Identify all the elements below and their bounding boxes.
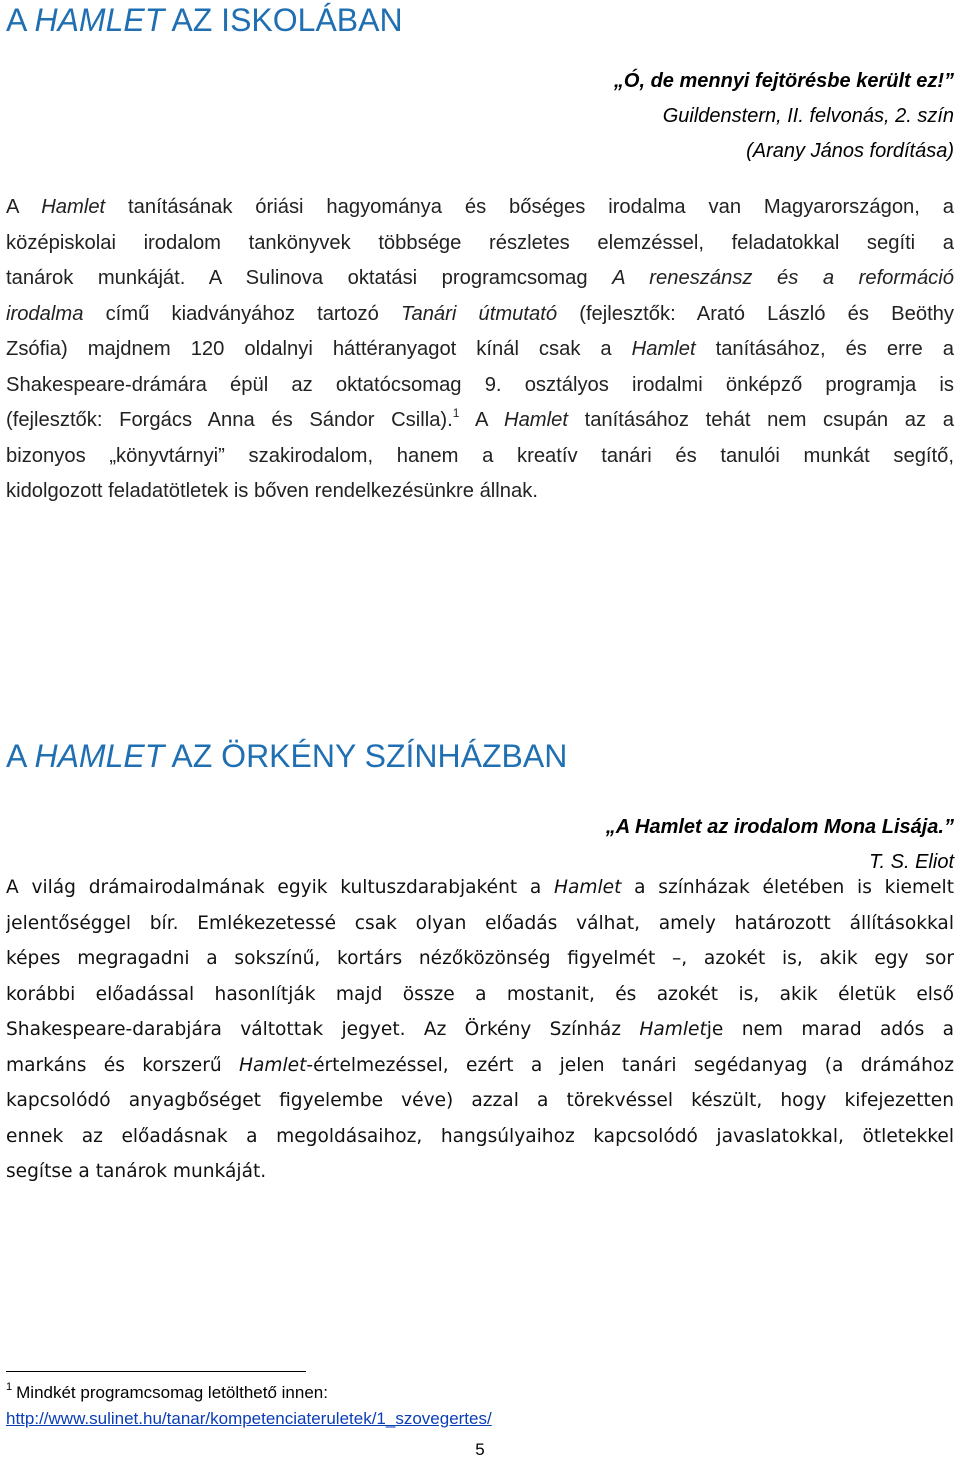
footnote-text-line [6,1380,492,1406]
body-paragraph-orkeny [6,870,954,1190]
paragraph-line: A Hamlet tanításának óriási hagyománya és bőséges irodalma van Magyarországon, a [6,196,954,218]
heading-text: A [6,738,35,774]
paragraph-line: (fejlesztők: Forgács Anna és Sándor Csilla).$^1$ A Hamlet tanításához tehát nem csupán az a [6,406,954,431]
paragraph-line: tanárok munkáját. A Sulinova oktatási programcsomag A reneszánsz és a reformáció [6,267,954,289]
heading-text: A [6,2,35,38]
heading-italic-text: HAMLET [34,2,165,38]
footnote-reference[interactable]: 1 [452,406,460,420]
paragraph-line: Shakespeare-darabjára váltottak jegyet. Az Örkény Színház Hamletje nem marad adós a [6,1019,954,1040]
paragraph-line: bizonyos „könyvtárnyi” szakirodalom, hanem a kreatív tanári és tanulói munkát segítő, [6,444,954,467]
footnote-text: Mindkét programcsomag letölthető innen: [16,1383,328,1402]
italic-title: Hamlet [631,338,696,360]
italic-title: Hamlet [554,877,622,898]
paragraph-line: jelentőséggel bír. Emlékezetessé csak olyan előadás válhat, amely határozott állításokkal [6,912,954,934]
paragraph-line: irodalma című kiadványához tartozó Tanári útmutató (fejlesztők: Arató László és Beöthy [6,302,954,325]
body-paragraph-iskolaban [6,190,954,510]
quote-text: „Ó, de mennyi fejtörésbe került ez!” [613,70,954,92]
paragraph-line: markáns és korszerű Hamlet-értelmezéssel, ezért a jelen tanári segédanyag (a drámához [6,1054,954,1076]
paragraph-line: ennek az előadásnak a megoldásaihoz, hangsúlyaihoz kapcsolódó javaslatokkal, ötletekkel [6,1125,954,1147]
heading-italic-text: HAMLET [34,738,165,774]
quote-translator: (Arany János fordítása) [746,140,954,162]
italic-title: Hamlet [238,1054,307,1076]
footnote [6,1380,492,1432]
paragraph-line: korábbi előadással hasonlítják majd össze a mostanit, és azokét is, akik életük első [6,983,954,1005]
paragraph-line: képes megragadni a sokszínű, kortárs nézőközönség figyelmét –, azokét is, akik egy sor [6,948,954,969]
paragraph-line: Zsófia) majdnem 120 oldalnyi háttéranyagot kínál csak a Hamlet tanításához, és erre a [6,338,954,360]
page-number: 5 [475,1440,485,1459]
paragraph-line: A világ drámairodalmának egyik kultuszdarabjaként a Hamlet a színházak életében is kiemelt [6,877,954,898]
section-heading-orkeny [6,740,567,772]
quote-attribution: T. S. Eliot [869,851,954,873]
italic-title: Hamlet [503,409,568,431]
italic-title: irodalma [6,302,84,325]
paragraph-line: Shakespeare-drámára épül az oktatócsomag 9. osztályos irodalmi önképző programja is [6,373,954,396]
heading-text: AZ ÖRKÉNY SZÍNHÁZBAN [164,738,568,774]
footnote-link[interactable]: http://www.sulinet.hu/tanar/kompetenciateruletek/1_szovegertes/ [6,1409,492,1428]
paragraph-line: segítse a tanárok munkáját. [6,1161,267,1182]
paragraph-line: kidolgozott feladatötletek is bőven rendelkezésünkre állnak. [6,480,538,502]
quote-attribution: Guildenstern, II. felvonás, 2. szín [662,105,954,127]
heading-text: AZ ISKOLÁBAN [164,2,403,38]
paragraph-line: középiskolai irodalom tankönyvek többsége részletes elemzéssel, feladatokkal segíti a [6,231,954,254]
section-heading-iskolaban [6,4,403,36]
footnote-number: 1 [6,1381,13,1393]
paragraph-line: kapcsolódó anyagbőséget figyelembe véve) azzal a törekvéssel készült, hogy kifejezetten [6,1090,954,1111]
italic-title: Hamlet [639,1019,707,1040]
footnote-separator [6,1371,306,1372]
italic-title: A reneszánsz és a reformáció [612,267,954,289]
quote-text: „A Hamlet az irodalom Mona Lisája.” [605,816,954,838]
epigraph-quote [614,64,954,169]
italic-title: Hamlet [41,196,106,218]
italic-title: Tanári útmutató [400,302,558,325]
